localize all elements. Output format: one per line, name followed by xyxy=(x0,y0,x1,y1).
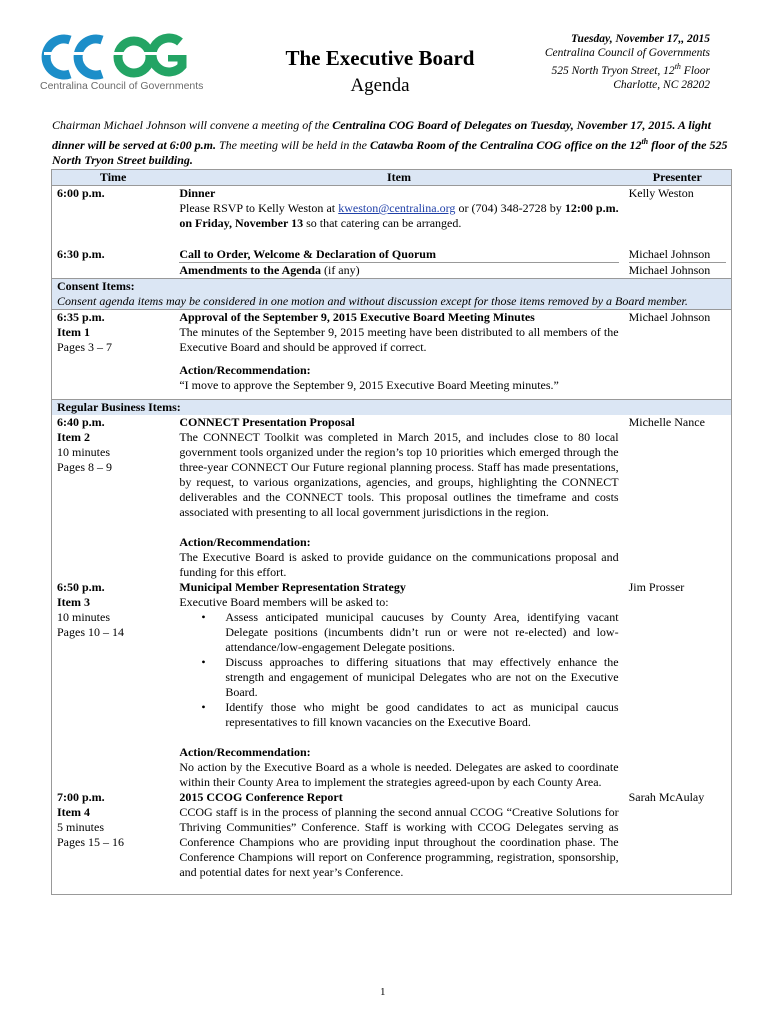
regular-section-header: Regular Business Items: xyxy=(52,400,732,416)
row-item: Municipal Member Representation Strategy Executive Board members will be asked to: • Assess anticipated municipal caucuses by County Area, identifying vacant Delegate positions (incumbents didn’t run or were not re-elected) and low-attendance/low-engagement Delegate positions. • Discuss approaches to differing situations that may effectively enhance the strength and engagement of municipal Delegates who are not on the Executive Board. • Identify those who might be good candidates to act as municipal caucus representatives to fill known vacancies on the Executive Board. Action/Recommendation: No action by the Executive Board as a whole is needed. Delegates are asked to coordinate within their County Area to implement the strategies agreed-upon by each County Area. xyxy=(174,580,623,790)
title-block xyxy=(280,46,480,97)
intro-paragraph: Chairman Michael Johnson will convene a meeting of the Centralina COG Board of Delegates on Tuesday, November 17, 2015. A light dinner will be served at 6:00 p.m. The meeting will be held in the Catawba Room of the Centralina COG office on the 12th floor of the 525 North Tryon Street building. xyxy=(52,118,728,167)
row-time: 6:30 p.m. xyxy=(52,247,175,279)
table-row xyxy=(52,186,732,248)
row-item: CONNECT Presentation Proposal The CONNECT Toolkit was completed in March 2015, and includes close to 80 local government tools organized under the region’s top 10 priorities which emerged through the three-year CONNECT Our Future regional planning process. Staff has made presentations, by request, to various organizations, agencies, and groups, highlighting the CONNECT deliverables and the CONNECT tools. This proposal outlines the timeframe and costs associated with presenting to all local government jurisdictions in the region. Action/Recommendation: The Executive Board is asked to provide guidance on the communications proposal and funding for this effort. xyxy=(179,415,619,579)
page-number: 1 xyxy=(380,986,386,998)
row-presenter: Sarah McAulay xyxy=(624,790,732,895)
row-item: 2015 CCOG Conference Report CCOG staff is in the process of planning the second annual CCOG “Creative Solutions for Thriving Communities” Conference. Staff is working with CCOG Delegates serving as Conference Champions who are providing input throughout the coordination phase. The Conference Champions will report on Conference programming, registration, sponsorship, and potential dates for next year’s Conference. xyxy=(174,790,623,895)
table-row xyxy=(52,415,732,580)
address-city: Charlotte, NC 28202 xyxy=(613,78,710,91)
row-presenter: Kelly Weston xyxy=(624,186,732,248)
logo-subtitle: Centralina Council of Governments xyxy=(40,80,204,92)
list-item: • Assess anticipated municipal caucuses by County Area, identifying vacant Delegate positions (incumbents didn’t run or were not re-elected) and low-attendance/low-engagement Delegate positions. xyxy=(201,610,618,655)
row-time: 6:00 p.m. xyxy=(52,186,175,248)
logo-mark xyxy=(44,38,194,75)
org-name: Centralina Council of Governments xyxy=(544,47,710,59)
table-row xyxy=(52,790,732,895)
page-subtitle: Agenda xyxy=(350,75,410,96)
row-time: 6:35 p.m. Item 1 Pages 3 – 7 xyxy=(52,310,175,400)
logo-text: CCOG xyxy=(120,60,123,61)
row-time: 6:50 p.m. Item 3 10 minutes Pages 10 – 14 xyxy=(52,580,175,790)
col-item: Item xyxy=(174,170,623,186)
list-item: • Identify those who might be good candidates to act as municipal caucus representatives to fill known vacancies on the Executive Board. xyxy=(201,700,618,730)
col-presenter: Presenter xyxy=(624,170,732,186)
row-time: 6:40 p.m. Item 2 10 minutes Pages 8 – 9 xyxy=(52,415,175,580)
table-header xyxy=(52,170,732,186)
row-presenter: Michael Johnson Michael Johnson xyxy=(624,247,732,279)
meeting-date: Tuesday, November 17,, 2015 xyxy=(570,33,710,45)
row-presenter: Michael Johnson xyxy=(624,310,732,400)
row-item: Approval of the September 9, 2015 Executive Board Meeting Minutes The minutes of the September 9, 2015 meeting have been distributed to all members of the Executive Board and should be approved if correct. Action/Recommendation: “I move to approve the September 9, 2015 Executive Board Meeting minutes.” xyxy=(174,310,623,400)
consent-section-header: Consent Items: Consent agenda items may be considered in one motion and without discussion except for those items removed by a Board member. xyxy=(52,279,732,310)
col-time: Time xyxy=(52,170,175,186)
row-presenter: Michelle Nance xyxy=(624,415,732,580)
row-presenter: Jim Prosser xyxy=(624,580,732,790)
row-time: 7:00 p.m. Item 4 5 minutes Pages 15 – 16 xyxy=(52,790,175,895)
table-row xyxy=(52,310,732,400)
list-item: • Discuss approaches to differing situations that may effectively enhance the strength and engagement of municipal Delegates who are not on the Executive Board. xyxy=(201,655,618,700)
table-row xyxy=(52,247,732,279)
rsvp-email-link[interactable]: kweston@centralina.org xyxy=(338,201,456,215)
address-street: 525 North Tryon Street, 12th Floor xyxy=(551,62,710,77)
row-item: Dinner Please RSVP to Kelly Weston at kweston@centralina.org or (704) 348-2728 by 12:00 p.m. on Friday, November 13 so that catering can be arranged. xyxy=(179,186,619,230)
table-row xyxy=(52,580,732,790)
agenda-table xyxy=(51,169,732,895)
item3-bullets xyxy=(201,610,618,730)
page-title: The Executive Board xyxy=(285,46,475,70)
row-item: Call to Order, Welcome & Declaration of Quorum Amendments to the Agenda (if any) xyxy=(174,247,623,279)
address-block xyxy=(545,32,710,92)
